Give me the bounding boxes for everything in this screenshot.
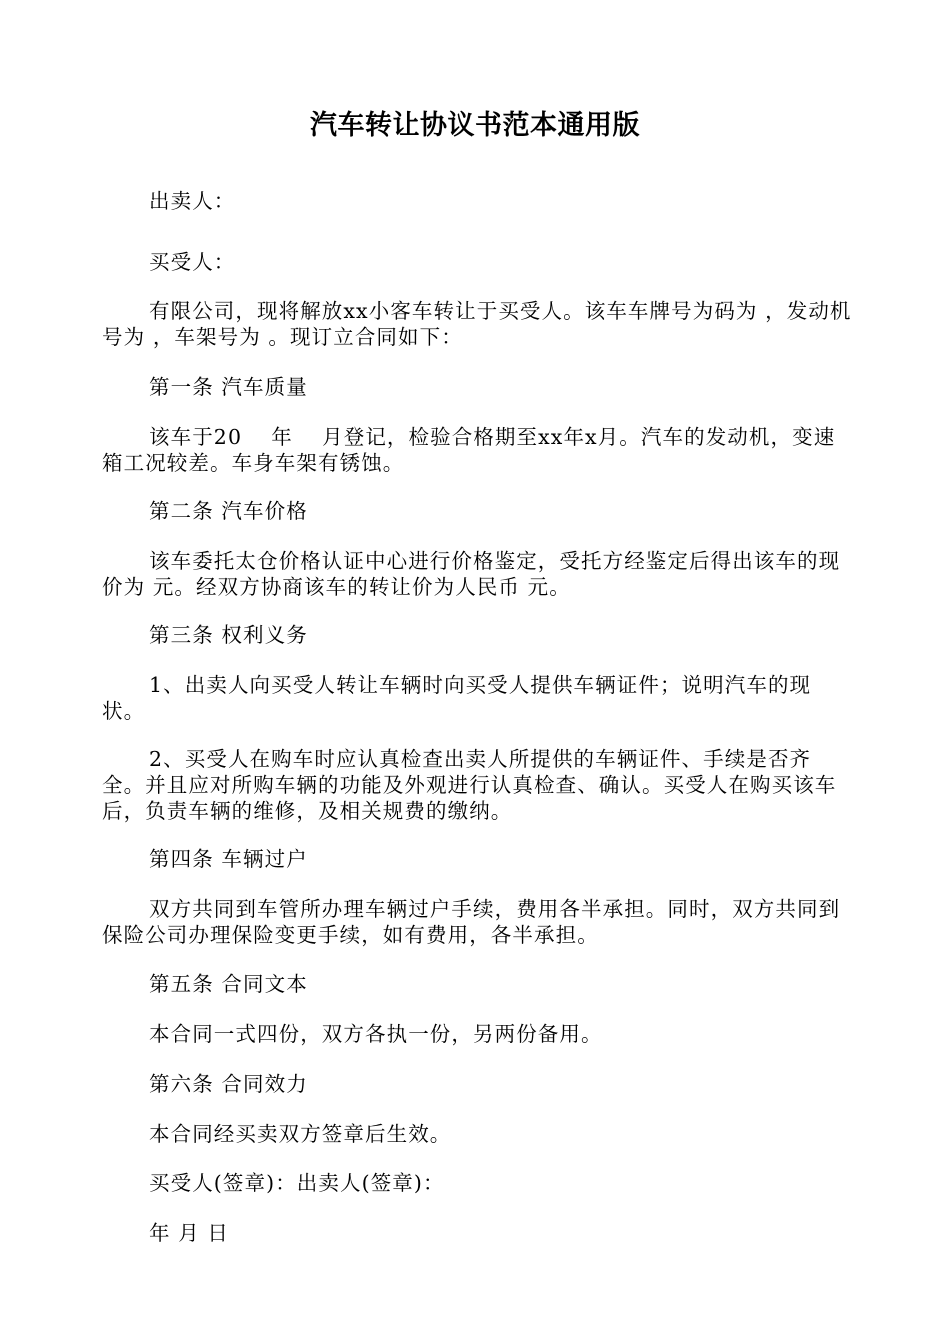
article-2-body: 该车委托太仓价格认证中心进行价格鉴定，受托方经鉴定后得出该车的现价为 元。经双方协商该车的转让价为人民币 元。	[102, 549, 841, 599]
article-3-item-1: 1、出卖人向买受人转让车辆时向买受人提供车辆证件；说明汽车的现状。	[102, 673, 812, 723]
article-6-body: 本合同经买卖双方签章后生效。	[149, 1122, 452, 1146]
article-6-heading: 第六条 合同效力	[149, 1072, 308, 1096]
date-line: 年 月 日	[149, 1221, 230, 1245]
article-4-body: 双方共同到车管所办理车辆过户手续，费用各半承担。同时，双方共同到保险公司办理保险变更手续，如有费用，各半承担。	[102, 897, 841, 947]
article-1-body: 该车于20 年 月登记，检验合格期至xx年x月。汽车的发动机，变速箱工况较差。车身车架有锈蚀。	[102, 425, 836, 475]
article-1-heading: 第一条 汽车质量	[149, 375, 308, 399]
article-3-item-2: 2、买受人在购车时应认真检查出卖人所提供的车辆证件、手续是否齐全。并且应对所购车辆的功能及外观进行认真检查、确认。买受人在购买该车后，负责车辆的维修，及相关规费的缴纳。	[102, 747, 837, 823]
document-title: 汽车转让协议书范本通用版	[310, 110, 640, 141]
article-5-body: 本合同一式四份，双方各执一份，另两份备用。	[149, 1022, 603, 1046]
article-5-heading: 第五条 合同文本	[149, 972, 308, 996]
signature-line: 买受人(签章)：出卖人(签章)：	[149, 1171, 445, 1195]
article-3-heading: 第三条 权利义务	[149, 623, 308, 647]
buyer-line: 买受人：	[149, 250, 236, 274]
article-2-heading: 第二条 汽车价格	[149, 499, 308, 523]
seller-line: 出卖人：	[149, 189, 236, 213]
intro-paragraph: 有限公司，现将解放xx小客车转让于买受人。该车车牌号为码为 ，发动机号为 ，车架号为 。现订立合同如下：	[102, 299, 852, 349]
article-4-heading: 第四条 车辆过户	[149, 847, 308, 871]
